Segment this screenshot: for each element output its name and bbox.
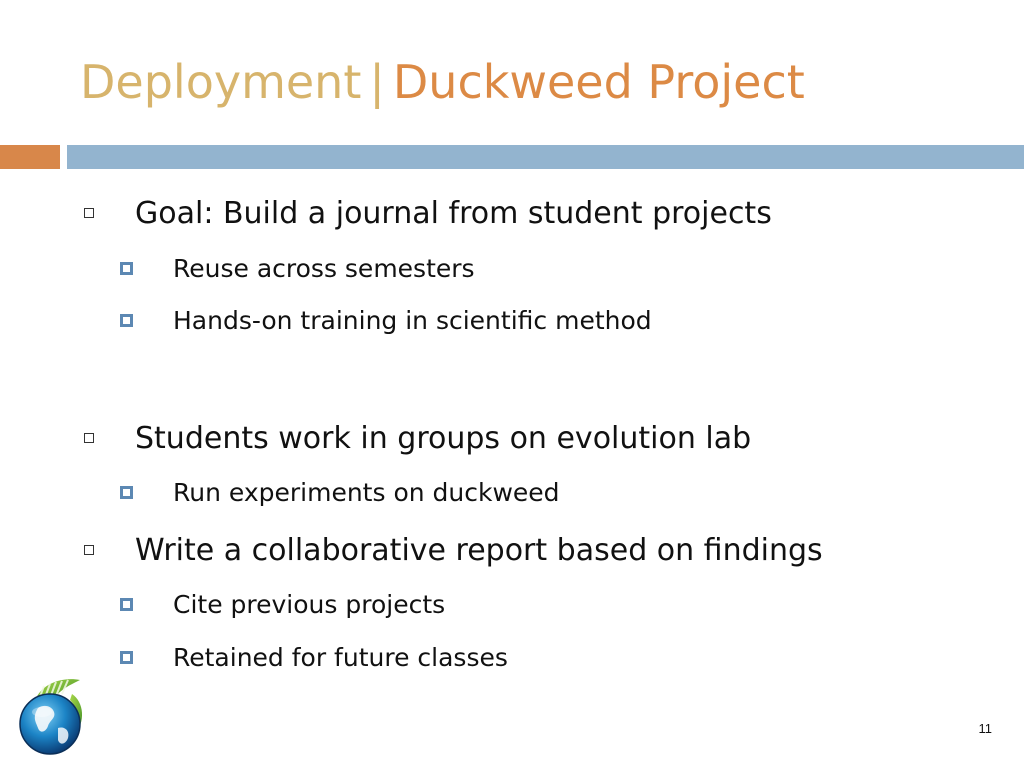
sub-bullet-text: Cite previous projects [173,589,446,619]
sub-bullet-text: Retained for future classes [173,642,508,672]
filled-square-bullet-icon [120,314,133,327]
bullet-level1 [84,418,751,458]
header-bar-orange [0,145,60,169]
sub-bullet-text: Reuse across semesters [173,253,475,283]
hollow-square-bullet-icon [84,545,94,555]
bullet-text: Write a collaborative report based on findings [135,532,823,568]
bullet-text: Students work in groups on evolution lab [135,420,752,456]
bullet-level1 [84,193,772,233]
page-number: 11 [978,721,992,736]
bullet-level2 [120,475,560,509]
bullet-level2 [120,640,508,674]
slide-title [80,52,805,112]
title-part-project: Duckweed Project [392,55,805,109]
filled-square-bullet-icon [120,651,133,664]
filled-square-bullet-icon [120,486,133,499]
sub-bullet-text: Hands-on training in scientific method [173,305,652,335]
bullet-level2 [120,303,652,337]
bullet-text: Goal: Build a journal from student projects [135,195,772,231]
title-separator: | [369,55,385,109]
bullet-level2 [120,587,445,621]
sub-bullet-text: Run experiments on duckweed [173,477,560,507]
hollow-square-bullet-icon [84,433,94,443]
header-bar-blue [67,145,1024,169]
hollow-square-bullet-icon [84,208,94,218]
bullet-level2 [120,251,475,285]
filled-square-bullet-icon [120,598,133,611]
bullet-level1 [84,530,823,570]
globe-dna-logo-icon [14,672,90,758]
title-part-deployment: Deployment [80,55,362,109]
filled-square-bullet-icon [120,262,133,275]
